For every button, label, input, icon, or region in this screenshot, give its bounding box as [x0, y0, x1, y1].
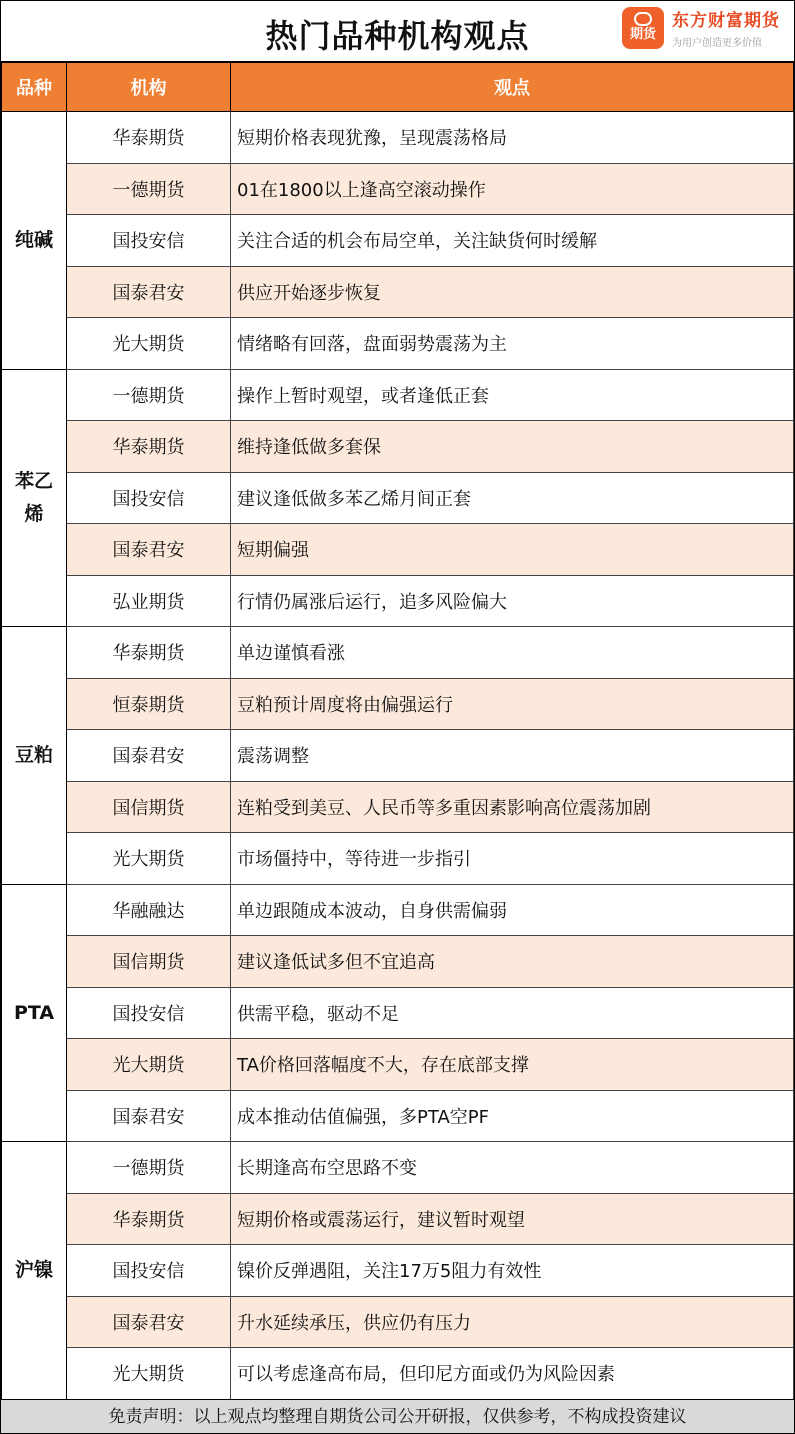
view-cell: 情绪略有回落，盘面弱势震荡为主: [231, 318, 794, 370]
table-row: [2, 884, 794, 936]
institution-cell: 国投安信: [67, 987, 231, 1039]
view-cell: 连粕受到美豆、人民币等多重因素影响高位震荡加剧: [231, 781, 794, 833]
variety-cell: 纯碱: [2, 112, 67, 370]
institution-cell: 国泰君安: [67, 1296, 231, 1348]
header-variety: 品种: [2, 63, 67, 112]
brand-logo: [622, 6, 780, 49]
page-title: 热门品种机构观点: [265, 17, 530, 55]
logo-badge-icon: [622, 7, 664, 49]
institution-cell: 华泰期货: [67, 112, 231, 164]
view-cell: 升水延续承压，供应仍有压力: [231, 1296, 794, 1348]
view-cell: 短期价格表现犹豫，呈现震荡格局: [231, 112, 794, 164]
table-row: [2, 575, 794, 627]
institution-cell: 一德期货: [67, 1142, 231, 1194]
view-cell: 供需平稳，驱动不足: [231, 987, 794, 1039]
views-table: [1, 62, 794, 1400]
disclaimer: 免责声明：以上观点均整理自期货公司公开研报，仅供参考，不构成投资建议: [1, 1399, 794, 1433]
view-cell: 长期逢高布空思路不变: [231, 1142, 794, 1194]
institution-cell: 一德期货: [67, 163, 231, 215]
table-body: [2, 112, 794, 1400]
institution-cell: 国泰君安: [67, 524, 231, 576]
institution-cell: 华泰期货: [67, 627, 231, 679]
institution-cell: 国泰君安: [67, 266, 231, 318]
table-row: [2, 781, 794, 833]
institution-cell: 华融融达: [67, 884, 231, 936]
table-row: [2, 1348, 794, 1400]
table-row: [2, 730, 794, 782]
variety-cell: 豆粕: [2, 627, 67, 885]
view-cell: 短期偏强: [231, 524, 794, 576]
view-cell: 豆粕预计周度将由偏强运行: [231, 678, 794, 730]
table-header-row: [2, 63, 794, 112]
view-cell: 震荡调整: [231, 730, 794, 782]
page-header: [1, 1, 794, 62]
table-row: [2, 1090, 794, 1142]
institution-cell: 光大期货: [67, 833, 231, 885]
view-cell: 维持逢低做多套保: [231, 421, 794, 473]
view-cell: 短期价格或震荡运行，建议暂时观望: [231, 1193, 794, 1245]
view-cell: 单边跟随成本波动，自身供需偏弱: [231, 884, 794, 936]
institution-cell: 华泰期货: [67, 1193, 231, 1245]
view-cell: 供应开始逐步恢复: [231, 266, 794, 318]
institution-cell: 恒泰期货: [67, 678, 231, 730]
institution-cell: 弘业期货: [67, 575, 231, 627]
logo-badge-text: 期货: [629, 27, 656, 43]
variety-cell: PTA: [2, 884, 67, 1142]
table-row: [2, 627, 794, 679]
institution-cell: 国投安信: [67, 215, 231, 267]
header-institution: 机构: [67, 63, 231, 112]
variety-cell: 沪镍: [2, 1142, 67, 1400]
table-row: [2, 1245, 794, 1297]
view-cell: 01在1800以上逢高空滚动操作: [231, 163, 794, 215]
view-cell: 可以考虑逢高布局，但印尼方面或仍为风险因素: [231, 1348, 794, 1400]
variety-cell: 苯乙烯: [2, 369, 67, 627]
table-row: [2, 936, 794, 988]
table-row: [2, 1142, 794, 1194]
table-row: [2, 678, 794, 730]
table-row: [2, 1193, 794, 1245]
table-row: [2, 472, 794, 524]
view-cell: 建议逢低做多苯乙烯月间正套: [231, 472, 794, 524]
table-row: [2, 215, 794, 267]
view-cell: 操作上暂时观望，或者逢低正套: [231, 369, 794, 421]
table-row: [2, 112, 794, 164]
institution-cell: 国泰君安: [67, 1090, 231, 1142]
table-row: [2, 163, 794, 215]
header-view: 观点: [231, 63, 794, 112]
institution-cell: 国投安信: [67, 472, 231, 524]
table-row: [2, 266, 794, 318]
logo-name: 东方财富期货: [672, 11, 780, 31]
view-cell: 建议逢低试多但不宜追高: [231, 936, 794, 988]
table-row: [2, 987, 794, 1039]
table-row: [2, 524, 794, 576]
view-cell: 关注合适的机会布局空单，关注缺货何时缓解: [231, 215, 794, 267]
logo-slogan: 为用户创造更多价值: [672, 38, 762, 49]
table-row: [2, 1039, 794, 1091]
view-cell: 市场僵持中，等待进一步指引: [231, 833, 794, 885]
institution-cell: 国信期货: [67, 936, 231, 988]
view-cell: 镍价反弹遇阻，关注17万5阻力有效性: [231, 1245, 794, 1297]
table-row: [2, 421, 794, 473]
institution-cell: 国泰君安: [67, 730, 231, 782]
institution-cell: 华泰期货: [67, 421, 231, 473]
institution-cell: 光大期货: [67, 1348, 231, 1400]
table-row: [2, 369, 794, 421]
institution-cell: 国信期货: [67, 781, 231, 833]
table-row: [2, 833, 794, 885]
institution-cell: 光大期货: [67, 318, 231, 370]
view-cell: 行情仍属涨后运行，追多风险偏大: [231, 575, 794, 627]
institution-cell: 国投安信: [67, 1245, 231, 1297]
view-cell: TA价格回落幅度不大，存在底部支撑: [231, 1039, 794, 1091]
table-row: [2, 318, 794, 370]
view-cell: 单边谨慎看涨: [231, 627, 794, 679]
institution-cell: 光大期货: [67, 1039, 231, 1091]
institution-cell: 一德期货: [67, 369, 231, 421]
view-cell: 成本推动估值偏强，多PTA空PF: [231, 1090, 794, 1142]
table-row: [2, 1296, 794, 1348]
